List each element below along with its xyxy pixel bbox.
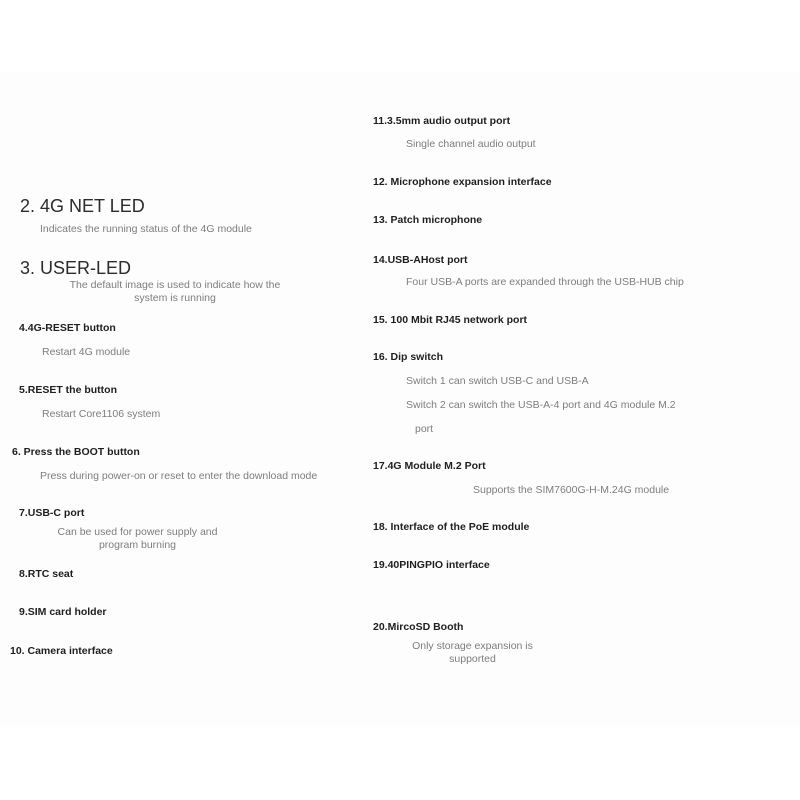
item-11-desc: Single channel audio output [406, 138, 536, 150]
item-2-desc: Indicates the running status of the 4G module [40, 223, 252, 235]
item-4-desc: Restart 4G module [42, 346, 131, 358]
item-20-desc-line-2: supported [449, 653, 496, 665]
item-10-title: 10. Camera interface [10, 645, 113, 657]
item-15-title: 15. 100 Mbit RJ45 network port [373, 314, 528, 326]
item-7-title: 7.USB-C port [19, 507, 85, 519]
item-3-title: 3. USER-LED [20, 258, 132, 278]
item-11-title: 11.3.5mm audio output port [373, 115, 511, 127]
item-8-title: 8.RTC seat [19, 568, 74, 580]
item-12-title: 12. Microphone expansion interface [373, 176, 552, 188]
item-13-title: 13. Patch microphone [373, 214, 483, 226]
item-9-title: 9.SIM card holder [19, 606, 107, 618]
item-5-desc: Restart Core1106 system [42, 408, 161, 420]
item-19-title: 19.40PINGPIO interface [373, 559, 490, 571]
item-14-title: 14.USB-AHost port [373, 254, 468, 266]
item-16-desc-line-3: port [415, 423, 434, 435]
item-6-title: 6. Press the BOOT button [12, 446, 140, 458]
item-4-title: 4.4G-RESET button [19, 322, 116, 334]
item-17-title: 17.4G Module M.2 Port [373, 460, 486, 472]
item-20-title: 20.MircoSD Booth [373, 621, 464, 633]
item-16-desc-line-2: Switch 2 can switch the USB-A-4 port and 4G module M.2 [406, 399, 676, 411]
item-2-title: 2. 4G NET LED [20, 196, 145, 216]
item-3-desc [50, 279, 300, 305]
item-3-desc-line-2: system is running [134, 292, 216, 304]
item-16-desc-line-1: Switch 1 can switch USB-C and USB-A [406, 375, 589, 387]
item-20-desc-line-1: Only storage expansion is [412, 640, 533, 652]
item-6-desc: Press during power-on or reset to enter the download mode [40, 470, 318, 482]
item-20-desc [380, 640, 565, 666]
item-7-desc-line-2: program burning [98, 539, 177, 551]
item-5-title: 5.RESET the button [19, 384, 117, 396]
item-17-desc: Supports the SIM7600G-H-M.24G module [473, 484, 670, 496]
item-16-title: 16. Dip switch [373, 351, 444, 363]
item-7-desc [30, 526, 245, 552]
item-18-title: 18. Interface of the PoE module [373, 521, 530, 533]
item-14-desc: Four USB-A ports are expanded through the USB-HUB chip [406, 276, 684, 288]
item-3-desc-line-1: The default image is used to indicate how the [69, 279, 281, 291]
item-7-desc-line-1: Can be used for power supply and [57, 526, 218, 538]
